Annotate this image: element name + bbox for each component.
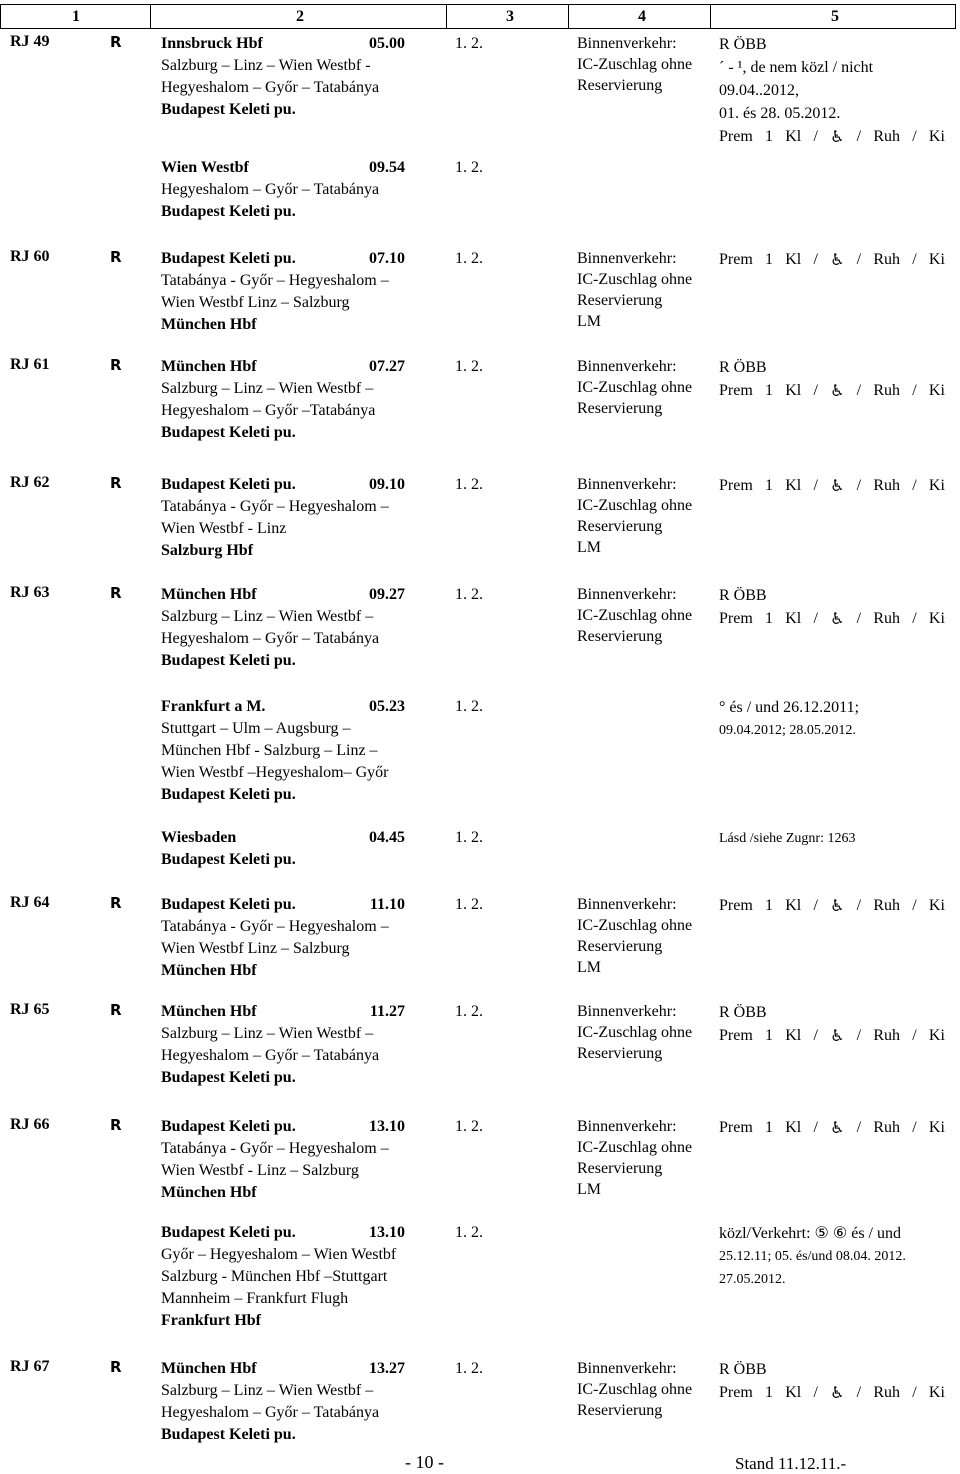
service-info-line: Reservierung	[577, 77, 663, 94]
separator: /	[813, 382, 818, 399]
wheelchair-icon: ♿	[830, 250, 845, 269]
route-line: Salzburg - München Hbf –Stuttgart	[161, 1268, 388, 1285]
departure-station: Budapest Keleti pu.	[161, 476, 296, 493]
reservation-mark: R	[110, 474, 122, 492]
departure-time: 07.10	[369, 250, 405, 267]
departure-time: 04.45	[369, 829, 405, 846]
col-divider	[0, 4, 1, 29]
amenity-prem: Prem	[719, 128, 753, 145]
separator: /	[912, 1119, 917, 1136]
wheelchair-icon: ♿	[830, 1383, 845, 1402]
service-info-line: IC-Zuschlag ohne	[577, 607, 693, 624]
departure-time: 13.10	[369, 1118, 405, 1135]
separator: /	[856, 897, 862, 914]
service-info-line: Binnenverkehr:	[577, 1003, 677, 1020]
departure-line	[161, 474, 405, 496]
wheelchair-icon: ♿	[830, 1026, 845, 1045]
departure-line	[161, 1222, 405, 1244]
amenities-line	[719, 1116, 945, 1139]
separator: /	[912, 1384, 917, 1401]
departure-station: München Hbf	[161, 586, 257, 603]
route-cell	[161, 894, 441, 982]
header-divider	[0, 28, 956, 29]
amenity-quiet-zone: Ruh	[873, 610, 901, 627]
notes-cell	[719, 1222, 955, 1291]
amenity-prem: Prem	[719, 1027, 753, 1044]
train-number: RJ 63	[10, 584, 50, 601]
separator: /	[856, 1384, 862, 1401]
notes-cell	[719, 894, 955, 917]
route-line: Mannheim – Frankfurt Flugh	[161, 1290, 349, 1307]
route-cell	[161, 1001, 441, 1089]
route-cell	[161, 1358, 441, 1446]
destination: Budapest Keleti pu.	[161, 786, 296, 803]
service-info-line: Binnenverkehr:	[577, 1360, 677, 1377]
notes-cell	[719, 827, 955, 850]
departure-line	[161, 584, 405, 606]
departure-station: Budapest Keleti pu.	[161, 250, 296, 267]
service-info-line: Binnenverkehr:	[577, 586, 677, 603]
col-divider	[955, 4, 956, 29]
col-header-2: 2	[296, 8, 304, 25]
route-line: Stuttgart – Ulm – Augsburg –	[161, 720, 351, 737]
departure-time: 11.10	[369, 896, 405, 913]
table-border-top	[0, 4, 956, 5]
stand-date: Stand 11.12.11.-	[735, 1454, 847, 1473]
route-line: Tatabánya - Győr – Hegyeshalom –	[161, 918, 389, 935]
departure-station: Innsbruck Hbf	[161, 35, 263, 52]
amenities-line	[719, 1381, 945, 1404]
service-info-line: Reservierung	[577, 400, 663, 417]
train-number: RJ 64	[10, 894, 50, 911]
amenity-quiet-zone: Ruh	[873, 382, 901, 399]
separator: /	[856, 477, 862, 494]
wheelchair-icon: ♿	[830, 127, 845, 146]
service-info-line: Binnenverkehr:	[577, 35, 677, 52]
note-line: ´ - ¹, de nem közl / nicht	[719, 59, 874, 76]
notes-cell	[719, 474, 955, 497]
separator: /	[856, 1119, 862, 1136]
amenity-kids: Ki	[928, 1027, 945, 1044]
wheelchair-icon: ♿	[830, 1118, 845, 1137]
route-line: Salzburg – Linz – Wien Westbf –	[161, 380, 374, 397]
amenity-kids: Ki	[928, 897, 945, 914]
service-info-line: LM	[577, 313, 601, 330]
departure-station: Budapest Keleti pu.	[161, 1118, 296, 1135]
route-line: Hegyeshalom – Győr – Tatabánya	[161, 1404, 380, 1421]
page-number: - 10 -	[405, 1452, 444, 1472]
service-info-line: IC-Zuschlag ohne	[577, 497, 693, 514]
route-line: Tatabánya - Győr – Hegyeshalom –	[161, 272, 389, 289]
amenity-class: Kl	[785, 610, 802, 627]
amenity-prem: Prem	[719, 477, 753, 494]
route-line: Salzburg – Linz – Wien Westbf –	[161, 1382, 374, 1399]
notes-cell	[719, 696, 955, 742]
note-line: R ÖBB	[719, 1004, 767, 1021]
amenity-first-class-number: 1	[765, 1027, 773, 1044]
amenities-line	[719, 607, 945, 630]
reservation-mark: R	[110, 1358, 122, 1376]
route-line: Tatabánya - Győr – Hegyeshalom –	[161, 498, 389, 515]
destination: Budapest Keleti pu.	[161, 203, 296, 220]
wheelchair-icon: ♿	[830, 381, 845, 400]
destination: Budapest Keleti pu.	[161, 851, 296, 868]
service-info-line: IC-Zuschlag ohne	[577, 1381, 693, 1398]
service-info-line: Binnenverkehr:	[577, 896, 677, 913]
amenity-quiet-zone: Ruh	[873, 897, 901, 914]
notes-cell	[719, 33, 955, 148]
departure-line	[161, 827, 405, 849]
notes-cell	[719, 1001, 955, 1047]
note-line: 09.04..2012,	[719, 82, 799, 99]
reservation-mark: R	[110, 33, 122, 51]
destination: Salzburg Hbf	[161, 542, 254, 559]
service-info	[577, 584, 692, 647]
classes: 1. 2.	[455, 829, 483, 846]
service-info-line: IC-Zuschlag ohne	[577, 1024, 693, 1041]
separator: /	[813, 1384, 818, 1401]
note-line: 01. és 28. 05.2012.	[719, 105, 841, 122]
separator: /	[813, 1119, 818, 1136]
amenity-kids: Ki	[928, 1384, 945, 1401]
col-header-3: 3	[506, 8, 514, 25]
route-line: Hegyeshalom – Győr – Tatabánya	[161, 79, 380, 96]
col-divider	[568, 4, 569, 29]
separator: /	[912, 610, 917, 627]
classes: 1. 2.	[455, 1003, 483, 1020]
route-line: Wien Westbf Linz – Salzburg	[161, 294, 350, 311]
separator: /	[813, 1027, 818, 1044]
notes-cell	[719, 356, 955, 402]
amenity-kids: Ki	[928, 128, 945, 145]
route-line: Tatabánya - Győr – Hegyeshalom –	[161, 1140, 389, 1157]
amenities-line	[719, 125, 945, 148]
note-line: R ÖBB	[719, 587, 767, 604]
amenities-line	[719, 894, 945, 917]
note-line: ° és / und 26.12.2011;	[719, 699, 860, 716]
note-line: R ÖBB	[719, 1361, 767, 1378]
classes: 1. 2.	[455, 1360, 483, 1377]
departure-line	[161, 1116, 405, 1138]
service-info	[577, 474, 692, 558]
route-cell	[161, 827, 441, 871]
departure-time: 11.27	[369, 1003, 405, 1020]
departure-line	[161, 248, 405, 270]
amenity-class: Kl	[785, 1027, 802, 1044]
notes-cell	[719, 584, 955, 630]
amenities-line	[719, 474, 945, 497]
wheelchair-icon: ♿	[830, 896, 845, 915]
classes: 1. 2.	[455, 476, 483, 493]
destination: Budapest Keleti pu.	[161, 652, 296, 669]
service-info-line: Reservierung	[577, 938, 663, 955]
notes-cell	[719, 1116, 955, 1139]
amenity-kids: Ki	[928, 382, 945, 399]
route-line: Wien Westbf - Linz – Salzburg	[161, 1162, 359, 1179]
departure-line	[161, 356, 405, 378]
amenity-prem: Prem	[719, 251, 753, 268]
destination: Frankfurt Hbf	[161, 1312, 261, 1329]
amenity-quiet-zone: Ruh	[873, 1027, 901, 1044]
note-line: közl/Verkehrt: ⑤ ⑥ és / und	[719, 1225, 901, 1242]
amenity-class: Kl	[785, 251, 802, 268]
departure-time: 09.27	[369, 586, 405, 603]
separator: /	[813, 477, 818, 494]
separator: /	[813, 610, 818, 627]
departure-station: Budapest Keleti pu.	[161, 896, 296, 913]
service-info	[577, 33, 692, 96]
amenity-kids: Ki	[928, 1119, 945, 1136]
amenity-class: Kl	[785, 1384, 802, 1401]
amenities-line	[719, 1024, 945, 1047]
departure-station: Frankfurt a M.	[161, 698, 266, 715]
service-info-line: Reservierung	[577, 1045, 663, 1062]
train-number: RJ 66	[10, 1116, 50, 1133]
departure-station: München Hbf	[161, 1003, 257, 1020]
service-info-line: IC-Zuschlag ohne	[577, 917, 693, 934]
departure-time: 07.27	[369, 358, 405, 375]
classes: 1. 2.	[455, 358, 483, 375]
amenity-quiet-zone: Ruh	[873, 1384, 901, 1401]
amenity-class: Kl	[785, 897, 802, 914]
col-header-1: 1	[72, 8, 80, 25]
departure-station: München Hbf	[161, 358, 257, 375]
route-cell	[161, 1222, 441, 1332]
service-info-line: IC-Zuschlag ohne	[577, 1139, 693, 1156]
departure-line	[161, 696, 405, 718]
amenity-prem: Prem	[719, 897, 753, 914]
departure-line	[161, 1001, 405, 1023]
separator: /	[912, 128, 917, 145]
reservation-mark: R	[110, 584, 122, 602]
notes-cell	[719, 248, 955, 271]
route-line: Salzburg – Linz – Wien Westbf –	[161, 1025, 374, 1042]
reservation-mark: R	[110, 894, 122, 912]
departure-line	[161, 157, 405, 179]
route-cell	[161, 248, 441, 336]
service-info-line: Reservierung	[577, 518, 663, 535]
service-info-line: LM	[577, 959, 601, 976]
departure-station: Wien Westbf	[161, 159, 249, 176]
amenity-first-class-number: 1	[765, 610, 773, 627]
destination: Budapest Keleti pu.	[161, 424, 296, 441]
departure-time: 05.00	[369, 35, 405, 52]
note-line: Lásd /siehe Zugnr: 1263	[719, 831, 856, 846]
service-info	[577, 1116, 692, 1200]
note-line: 09.04.2012; 28.05.2012.	[719, 723, 856, 738]
service-info-line: Reservierung	[577, 292, 663, 309]
service-info-line: Binnenverkehr:	[577, 250, 677, 267]
service-info	[577, 1001, 692, 1064]
amenity-prem: Prem	[719, 610, 753, 627]
train-number: RJ 60	[10, 248, 50, 265]
route-line: Wien Westbf –Hegyeshalom– Győr	[161, 764, 389, 781]
train-number: RJ 62	[10, 474, 50, 491]
note-line: 27.05.2012.	[719, 1272, 786, 1287]
destination: München Hbf	[161, 316, 257, 333]
service-info-line: Binnenverkehr:	[577, 476, 677, 493]
route-cell	[161, 1116, 441, 1204]
amenities-line	[719, 379, 945, 402]
departure-line	[161, 894, 405, 916]
classes: 1. 2.	[455, 159, 483, 176]
service-info-line: IC-Zuschlag ohne	[577, 271, 693, 288]
amenities-line	[719, 248, 945, 271]
note-line: 25.12.11; 05. és/und 08.04. 2012.	[719, 1249, 906, 1264]
amenity-quiet-zone: Ruh	[873, 477, 901, 494]
train-number: RJ 65	[10, 1001, 50, 1018]
departure-time: 13.10	[369, 1224, 405, 1241]
service-info-line: IC-Zuschlag ohne	[577, 56, 693, 73]
service-info-line: LM	[577, 539, 601, 556]
service-info-line: Reservierung	[577, 628, 663, 645]
classes: 1. 2.	[455, 250, 483, 267]
separator: /	[856, 128, 862, 145]
route-line: Hegyeshalom – Győr – Tatabánya	[161, 181, 380, 198]
departure-time: 09.10	[369, 476, 405, 493]
amenity-kids: Ki	[928, 610, 945, 627]
train-number: RJ 49	[10, 33, 50, 50]
route-line: Salzburg – Linz – Wien Westbf -	[161, 57, 371, 74]
destination: München Hbf	[161, 1184, 257, 1201]
note-line: R ÖBB	[719, 36, 767, 53]
service-info	[577, 356, 692, 419]
service-info-line: Binnenverkehr:	[577, 1118, 677, 1135]
col-divider	[150, 4, 151, 29]
amenity-quiet-zone: Ruh	[873, 128, 901, 145]
route-line: Hegyeshalom – Győr – Tatabánya	[161, 1047, 380, 1064]
wheelchair-icon: ♿	[830, 609, 845, 628]
notes-cell	[719, 1358, 955, 1404]
amenity-prem: Prem	[719, 1119, 753, 1136]
separator: /	[912, 1027, 917, 1044]
amenity-quiet-zone: Ruh	[873, 1119, 901, 1136]
classes: 1. 2.	[455, 35, 483, 52]
amenity-prem: Prem	[719, 382, 753, 399]
route-line: Győr – Hegyeshalom – Wien Westbf	[161, 1246, 397, 1263]
reservation-mark: R	[110, 1001, 122, 1019]
amenity-first-class-number: 1	[765, 1119, 773, 1136]
route-cell	[161, 474, 441, 562]
col-divider	[710, 4, 711, 29]
destination: Budapest Keleti pu.	[161, 1426, 296, 1443]
separator: /	[856, 382, 862, 399]
route-cell	[161, 356, 441, 444]
destination: Budapest Keleti pu.	[161, 1069, 296, 1086]
service-info	[577, 894, 692, 978]
amenity-first-class-number: 1	[765, 477, 773, 494]
service-info-line: LM	[577, 1181, 601, 1198]
separator: /	[912, 897, 917, 914]
route-line: München Hbf - Salzburg – Linz –	[161, 742, 378, 759]
separator: /	[856, 251, 862, 268]
route-line: Salzburg – Linz – Wien Westbf –	[161, 608, 374, 625]
note-line: R ÖBB	[719, 359, 767, 376]
amenity-first-class-number: 1	[765, 897, 773, 914]
departure-line	[161, 33, 405, 55]
reservation-mark: R	[110, 1116, 122, 1134]
departure-line	[161, 1358, 405, 1380]
departure-time: 09.54	[369, 159, 405, 176]
classes: 1. 2.	[455, 698, 483, 715]
amenity-class: Kl	[785, 382, 802, 399]
service-info	[577, 248, 692, 332]
amenity-kids: Ki	[928, 251, 945, 268]
separator: /	[813, 128, 818, 145]
col-divider	[446, 4, 447, 29]
separator: /	[813, 251, 818, 268]
classes: 1. 2.	[455, 896, 483, 913]
separator: /	[912, 251, 917, 268]
amenity-prem: Prem	[719, 1384, 753, 1401]
separator: /	[912, 477, 917, 494]
train-number: RJ 61	[10, 356, 50, 373]
route-line: Wien Westbf - Linz	[161, 520, 287, 537]
destination: Budapest Keleti pu.	[161, 101, 296, 118]
service-info	[577, 1358, 692, 1421]
route-cell	[161, 696, 441, 806]
departure-time: 13.27	[369, 1360, 405, 1377]
service-info-line: Reservierung	[577, 1402, 663, 1419]
amenity-first-class-number: 1	[765, 1384, 773, 1401]
train-number: RJ 67	[10, 1358, 50, 1375]
amenity-first-class-number: 1	[765, 128, 773, 145]
route-line: Wien Westbf Linz – Salzburg	[161, 940, 350, 957]
reservation-mark: R	[110, 248, 122, 266]
destination: München Hbf	[161, 962, 257, 979]
classes: 1. 2.	[455, 1224, 483, 1241]
departure-station: Budapest Keleti pu.	[161, 1224, 296, 1241]
separator: /	[912, 382, 917, 399]
amenity-kids: Ki	[928, 477, 945, 494]
amenity-class: Kl	[785, 477, 802, 494]
route-line: Hegyeshalom – Győr –Tatabánya	[161, 402, 376, 419]
service-info-line: Binnenverkehr:	[577, 358, 677, 375]
route-cell	[161, 33, 441, 121]
amenity-class: Kl	[785, 128, 802, 145]
amenity-class: Kl	[785, 1119, 802, 1136]
col-header-4: 4	[638, 8, 646, 25]
route-cell	[161, 584, 441, 672]
service-info-line: IC-Zuschlag ohne	[577, 379, 693, 396]
separator: /	[813, 897, 818, 914]
wheelchair-icon: ♿	[830, 476, 845, 495]
route-line: Hegyeshalom – Győr – Tatabánya	[161, 630, 380, 647]
amenity-first-class-number: 1	[765, 251, 773, 268]
separator: /	[856, 610, 862, 627]
departure-station: München Hbf	[161, 1360, 257, 1377]
table-header	[0, 4, 956, 28]
amenity-first-class-number: 1	[765, 382, 773, 399]
departure-station: Wiesbaden	[161, 829, 237, 846]
classes: 1. 2.	[455, 586, 483, 603]
col-header-5: 5	[831, 8, 839, 25]
reservation-mark: R	[110, 356, 122, 374]
classes: 1. 2.	[455, 1118, 483, 1135]
separator: /	[856, 1027, 862, 1044]
amenity-quiet-zone: Ruh	[873, 251, 901, 268]
service-info-line: Reservierung	[577, 1160, 663, 1177]
departure-time: 05.23	[369, 698, 405, 715]
route-cell	[161, 157, 441, 223]
